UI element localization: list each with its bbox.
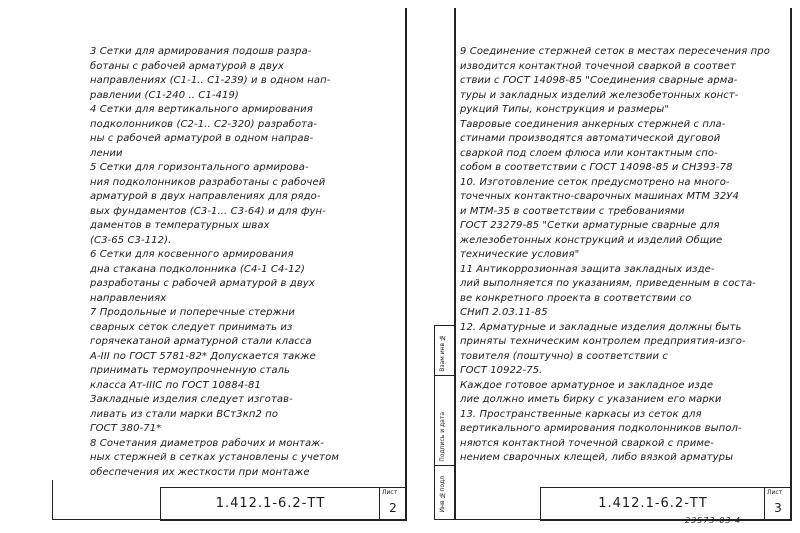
- left-page-line: 8 Сочетания диаметров рабочих и монтаж-: [90, 437, 325, 449]
- left-page-line: ботаны с рабочей арматурой в двух: [90, 60, 285, 72]
- right-page-line: ГОСТ 10922-75.: [460, 365, 543, 376]
- left-page-line: обеспечения их жесткости при монтаже: [90, 466, 310, 478]
- left-page-line: 3 Сетки для армирования подошв разра-: [90, 46, 312, 57]
- left-page-line: даментов в температурных швах: [90, 220, 270, 231]
- right-page-line: железобетонных конструкций и изделий Общие: [460, 234, 723, 246]
- left-page-line: А-III по ГОСТ 5781-82* Допускается также: [90, 350, 316, 362]
- right-page-line: вертикального армирования подколонников выпол-: [460, 423, 742, 434]
- left-sheet-number: 2: [389, 501, 397, 515]
- left-page-line: ны с рабочей арматурой в одном направ-: [90, 133, 314, 144]
- right-page-line: 13. Пространственные каркасы из сеток для: [460, 408, 702, 420]
- right-page-line: туры и закладных изделий железобетонных конст-: [460, 89, 739, 101]
- right-page-line: ствии с ГОСТ 14098-85 "Соединения сварные арма-: [460, 75, 738, 86]
- right-page-line: 10. Изготовление сеток предусмотрено на много-: [460, 176, 730, 188]
- right-sheet-number: 3: [774, 501, 782, 515]
- right-page-line: ве конкретного проекта в соответствии со: [460, 292, 692, 304]
- left-page-border-left: [52, 480, 53, 520]
- right-page-line: няются контактной точечной сваркой с приме-: [460, 437, 714, 449]
- left-page-line: лении: [90, 147, 123, 159]
- left-page-line: 4 Сетки для вертикального армирования: [90, 104, 313, 115]
- left-page-line: дна стакана подколонника (С4-1 С4-12): [90, 263, 306, 275]
- right-page-line: товителя (поштучно) в соответствии с: [460, 350, 668, 362]
- left-page-line: 5 Сетки для горизонтального армирова-: [90, 162, 309, 173]
- left-document-code: 1.412.1-6.2-ТТ: [215, 496, 326, 511]
- left-page-line: Закладные изделия следует изготав-: [90, 394, 293, 405]
- left-page-line: направлениях: [90, 292, 167, 304]
- right-title-block: [540, 487, 792, 521]
- left-page-line: 7 Продольные и поперечные стержни: [90, 307, 295, 318]
- left-title-block: [160, 487, 407, 521]
- right-page-line: собом в соответствии с ГОСТ 14098-85 и СН393-78: [460, 162, 733, 173]
- right-page-line: изводится контактной точечной сваркой в соответ: [460, 60, 736, 72]
- left-page-line: арматурой в двух направлениях для рядо-: [90, 191, 321, 202]
- right-page-border-left: [454, 8, 456, 520]
- left-page-line: 6 Сетки для косвенного армирования: [90, 249, 294, 260]
- right-page-line: лие должно иметь бирку с указанием его марки: [460, 394, 722, 405]
- archive-number: 23573-03 4: [685, 516, 742, 525]
- right-sheet-label: Лист: [767, 489, 783, 496]
- sidebar-label-signature: Подпись и дата: [439, 412, 446, 462]
- left-page-line: вых фундаментов (С3-1... С3-64) и для фун-: [90, 205, 326, 217]
- right-page-line: Каждое готовое арматурное и закладное изде: [460, 379, 714, 391]
- left-page-line: принимать термоупрочненную сталь: [90, 365, 291, 376]
- sidebar-left-edge: [434, 325, 435, 520]
- right-page-line: 12. Арматурные и закладные изделия должны быть: [460, 321, 742, 333]
- right-page-line: сваркой под слоем флюса или контактным спо-: [460, 147, 718, 159]
- left-page-line: сварных сеток следует принимать из: [90, 321, 293, 333]
- right-page-line: приняты техническим контролем предприятия-изго-: [460, 336, 746, 347]
- right-page-line: СНиП 2.03.11-85: [460, 307, 548, 318]
- left-page-line: класса Ат-IIIС по ГОСТ 10884-81: [90, 379, 261, 391]
- left-page-line: (С3-65 С3-112).: [90, 234, 172, 246]
- left-page-line: ливать из стали марки ВСт3кп2 по: [90, 408, 279, 420]
- sidebar-cell-replace: [434, 325, 454, 376]
- right-page-line: рукций Типы, конструкция и размеры": [460, 104, 670, 115]
- right-page-line: 11 Антикоррозионная защита закладных изде-: [460, 263, 715, 275]
- left-page-line: горячекатаной арматурной стали класса: [90, 336, 312, 347]
- left-page-text: [90, 45, 339, 480]
- right-page-line: нением сварочных клещей, либо вязкой арматуры: [460, 452, 734, 463]
- left-page-line: равлении (С1-240 .. С1-419): [90, 89, 239, 101]
- left-sheet-box: [379, 488, 406, 520]
- left-page-line: направлениях (С1-1.. С1-239) и в одном нап-: [90, 75, 331, 86]
- left-page-border-right: [405, 8, 407, 520]
- right-page-line: технические условия": [460, 249, 580, 260]
- right-page-line: и МТМ-35 в соответствии с требованиями: [460, 205, 685, 217]
- right-document-code: 1.412.1-6.2-ТТ: [598, 496, 708, 511]
- sidebar-cell-inv: [434, 465, 454, 516]
- sidebar-cell-signature: [434, 375, 454, 466]
- left-sheet-label: Лист: [382, 489, 398, 496]
- left-page-line: ния подколонников разработаны с рабочей: [90, 176, 326, 188]
- sidebar-label-inv: Инв №подл: [439, 475, 446, 512]
- right-page-line: Тавровые соединения анкерных стержней с пла-: [460, 118, 726, 130]
- right-page-text: [460, 45, 770, 466]
- right-page-line: лий выполняется по указаниям, приведенным в соста-: [460, 278, 756, 289]
- right-sheet-box: [764, 488, 791, 520]
- left-page-line: подколонников (С2-1.. С2-320) разработа-: [90, 118, 318, 130]
- right-page-border-right: [790, 8, 792, 520]
- left-page-line: ных стержней в сетках установлены с учетом: [90, 452, 339, 463]
- right-page-line: стинами производятся автоматической дуговой: [460, 133, 721, 144]
- sidebar-label-replace: Взам инв №: [439, 334, 446, 372]
- right-page-line: 9 Соединение стержней сеток в местах пересечения про: [460, 46, 770, 57]
- right-page-line: ГОСТ 23279-85 "Сетки арматурные сварные для: [460, 220, 720, 231]
- left-page-line: разработаны с рабочей арматурой в двух: [90, 278, 315, 289]
- right-page-line: точечных контактно-сварочных машинах МТМ 32У4: [460, 191, 739, 202]
- binding-sidebar: [434, 280, 454, 515]
- left-page-line: ГОСТ 380-71*: [90, 423, 162, 434]
